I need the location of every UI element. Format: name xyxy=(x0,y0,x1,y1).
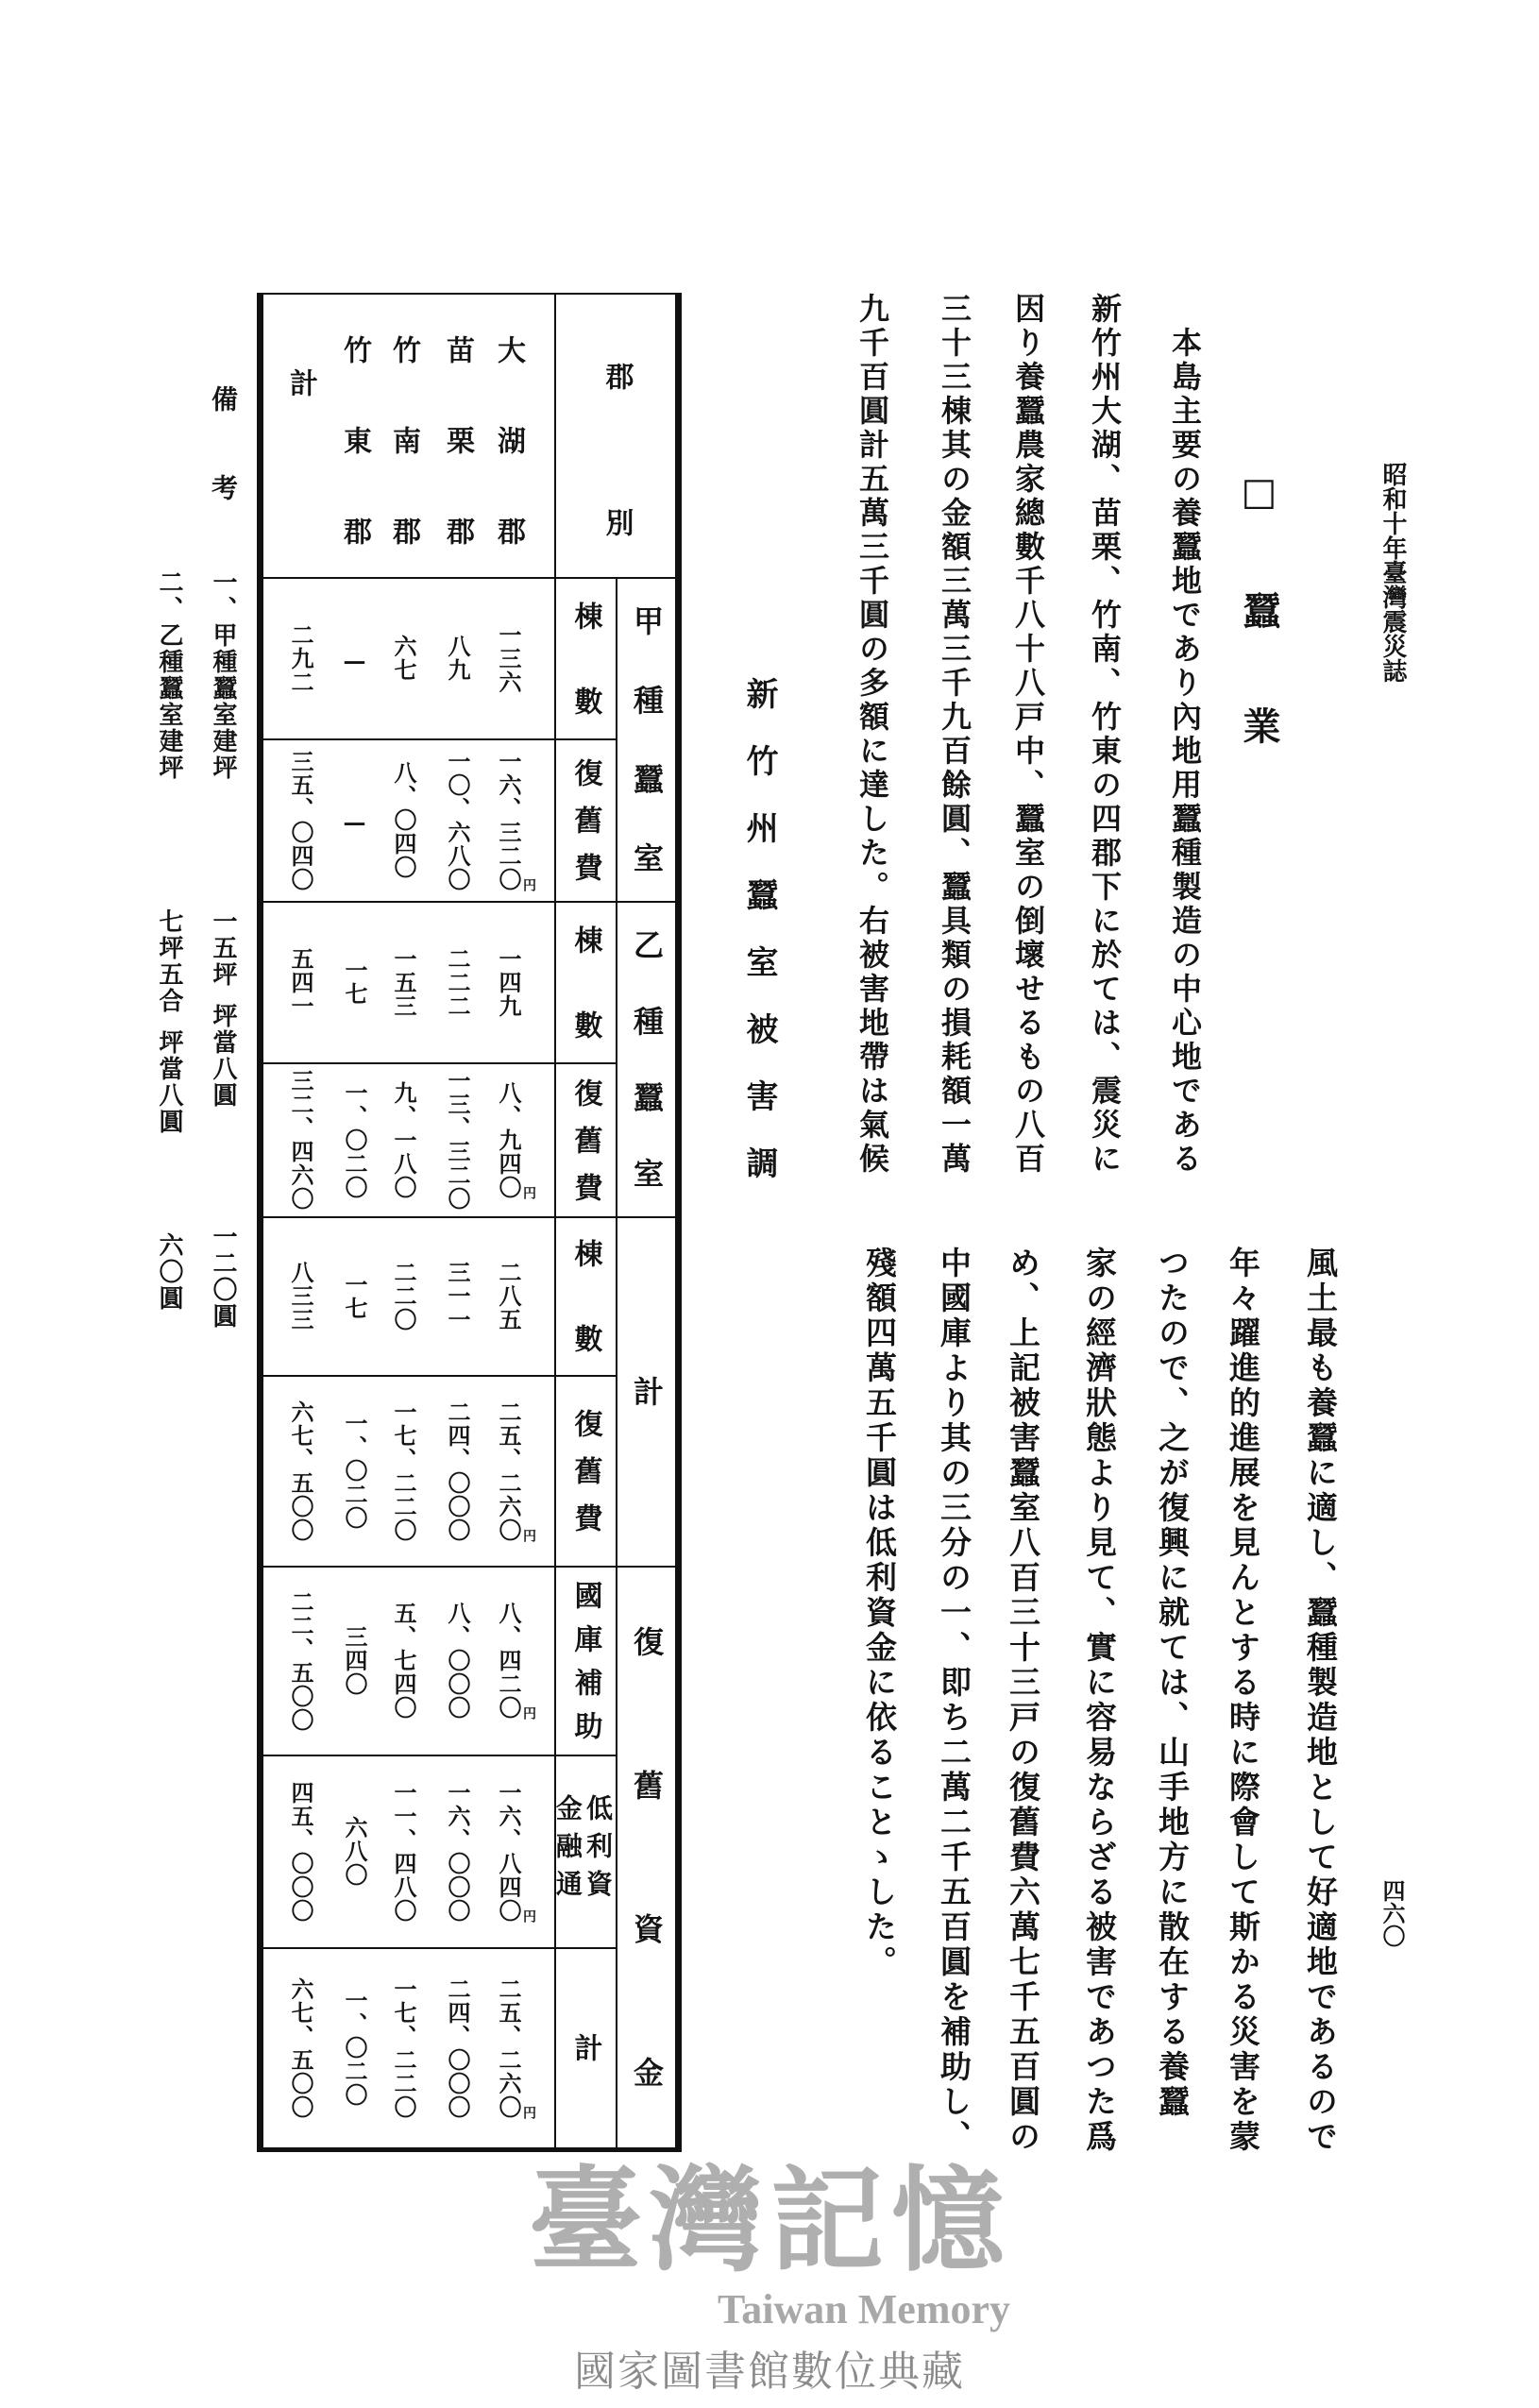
table-cell-value: 一七 xyxy=(341,1272,368,1320)
table-cell-value: 一六、〇〇〇 xyxy=(444,1780,471,1923)
table-cell-value: 八三三 xyxy=(287,1261,314,1331)
table-cell-value: 一、〇二〇 xyxy=(341,1989,368,2107)
sub-header: 復舊費 xyxy=(568,1409,602,1551)
table-cell-value: 八九 xyxy=(444,635,471,682)
sub-header: 棟數 xyxy=(568,1239,602,1409)
table-cell-value: 五四一 xyxy=(287,946,314,1018)
body-line: 新竹州大湖、苗栗、竹南、竹東の四郡下に於ては、震災に xyxy=(1087,293,1123,1177)
district-name: 苗栗郡 xyxy=(441,335,474,607)
table-cell-value: 九、一八〇 xyxy=(390,1080,417,1199)
table-cell-value: 一一、四八〇 xyxy=(390,1780,417,1923)
table-cell-value: 六八〇 xyxy=(341,1816,368,1887)
table-title: 新竹州蠶室被害調 xyxy=(740,677,778,1213)
table-cell-value: 一七 xyxy=(341,958,368,1006)
section-title: □蠶業 xyxy=(1237,469,1281,822)
note-name: 二、乙種蠶室建坪 xyxy=(155,569,183,781)
yen-unit-label: 円 xyxy=(521,1706,536,1720)
body-line: 因り養蠶農家總數千八十八戸中、蠶室の倒壞せるもの八百 xyxy=(1010,293,1046,1177)
table-border-left xyxy=(257,293,263,2151)
group-header: 計 xyxy=(629,1376,665,1406)
table-cell-value: 二四、〇〇〇 xyxy=(444,1399,471,1542)
table-cell-value: 一六、八四〇 xyxy=(495,1780,522,1923)
yen-unit-label: 円 xyxy=(521,877,536,891)
body-line: 本島主要の養蠶地であり內地用蠶種製造の中心地である xyxy=(1167,327,1203,1177)
district-name: 竹南郡 xyxy=(387,335,420,607)
note-area: 七坪五合 xyxy=(155,908,183,1014)
body-line: つたので、之が復興に就ては、山手地方に散在する養蠶 xyxy=(1154,1246,1191,2120)
yen-unit-label: 円 xyxy=(521,1528,536,1542)
note-rate: 坪當八圓 xyxy=(155,1029,183,1135)
row-divider xyxy=(262,1216,678,1218)
body-line: め、上記被害蠶室八百三十三戸の復舊費六萬七千五百圓の xyxy=(1005,1246,1041,2155)
table-cell-value: 二四、〇〇〇 xyxy=(444,1976,471,2119)
table-cell-value: 六七、五〇〇 xyxy=(287,1399,314,1542)
yen-unit-label: 円 xyxy=(521,1908,536,1923)
district-name: 大湖郡 xyxy=(492,335,525,607)
body-line: 風土最も養蠶に適し、蠶種製造地として好適地であるので xyxy=(1302,1246,1339,2155)
table-cell-value: 一六、三二〇 xyxy=(495,749,522,891)
district-name: 計 xyxy=(284,368,317,397)
table-cell-value: 四五、〇〇〇 xyxy=(287,1780,314,1923)
table-cell-value: 二八五 xyxy=(495,1261,522,1331)
table-cell-value: 一七、二二〇 xyxy=(390,1399,417,1542)
table-cell-value: 三一一 xyxy=(444,1261,471,1331)
sub-header: 低利資金融通 xyxy=(551,1794,614,1908)
table-cell-value: 六七、五〇〇 xyxy=(287,1976,314,2119)
table-cell-value: 一七、二二〇 xyxy=(390,1976,417,2119)
yen-unit-label: 円 xyxy=(521,2105,536,2119)
note-amount: 一二〇圓 xyxy=(209,1224,237,1330)
sub-header: 復舊費 xyxy=(568,758,602,900)
table-cell-value: 二五、二六〇 xyxy=(495,1399,522,1542)
body-line: 中國庫より其の三分の一、即ち二萬二千五百圓を補助し、 xyxy=(936,1246,972,2155)
sub-header: 棟數 xyxy=(568,601,602,772)
note-name: 一、甲種蠶室建坪 xyxy=(209,569,237,781)
table-cell-value: 二二二 xyxy=(444,946,471,1018)
table-cell-value: 八、〇四〇 xyxy=(390,761,417,879)
table-border-bottom xyxy=(257,2147,682,2152)
footer-credit: 國家圖書館數位典藏 xyxy=(574,2348,965,2396)
body-line: 九千百圓計五萬三千圓の多額に達した。右被害地帶は氣候 xyxy=(854,293,890,1177)
body-line: 殘額四萬五千圓は低利資金に依ることゝした。 xyxy=(861,1246,898,1980)
table-cell-value: 三五、〇四〇 xyxy=(287,749,314,891)
note-area: 一五坪 xyxy=(209,908,237,988)
notes-label: 備考 xyxy=(208,385,239,563)
table-cell-value: 一、〇二〇 xyxy=(341,1412,368,1530)
sub-header: 計 xyxy=(568,2033,602,2061)
sub-header: 國庫補助 xyxy=(568,1581,602,1755)
row-divider xyxy=(262,1566,678,1568)
table-cell-value: 三四〇 xyxy=(341,1625,368,1696)
table-cell-value: 一三、三二〇 xyxy=(444,1069,471,1211)
table-cell-value: — xyxy=(341,808,368,837)
table-cell-value: 八、四二〇 xyxy=(495,1602,522,1720)
page-number: 四六〇 xyxy=(1378,1879,1406,1947)
table-cell-value: 一五三 xyxy=(390,946,417,1018)
table-cell-value: 八、九四〇 xyxy=(495,1080,522,1199)
table-cell-value: 八、〇〇〇 xyxy=(444,1602,471,1720)
row-divider xyxy=(262,1375,616,1377)
body-line: 年々躍進的進展を見んとする時に際會して斯かる災害を蒙 xyxy=(1225,1246,1261,2155)
table-cell-value: 五、七四〇 xyxy=(390,1602,417,1720)
table-cell-value: 二二、五〇〇 xyxy=(287,1589,314,1732)
table-cell-value: 二九二 xyxy=(287,622,314,694)
row-divider xyxy=(262,901,678,903)
note-amount: 六〇圓 xyxy=(155,1232,183,1312)
watermark-logo: 臺灣記憶 xyxy=(529,2154,1012,2287)
table-cell-value: 一四九 xyxy=(495,946,522,1018)
row-divider xyxy=(262,1755,616,1756)
table-border-right xyxy=(675,293,682,2151)
body-line: 三十三棟其の金額三萬三千九百餘圓、蠶具類の損耗額一萬 xyxy=(937,293,972,1177)
table-cell-value: 二五、二六〇 xyxy=(495,1976,522,2119)
table-cell-value: 一〇、六八〇 xyxy=(444,749,471,891)
group-header: 復舊資金 xyxy=(629,1626,665,2200)
row-divider xyxy=(262,1947,616,1949)
table-cell-value: 一、〇二〇 xyxy=(341,1080,368,1199)
district-header: 郡別 xyxy=(600,362,634,654)
group-header: 乙種蠶室 xyxy=(629,929,665,1234)
district-name: 竹東郡 xyxy=(338,335,371,607)
sub-header: 棟數 xyxy=(568,924,602,1095)
sub-header: 復舊費 xyxy=(568,1077,602,1220)
book-title: 昭和十年臺灣震災誌 xyxy=(1378,462,1407,683)
table-cell-value: 一三六 xyxy=(495,622,522,694)
table-border-top xyxy=(257,293,682,295)
body-line: 家の經濟狀態より見て、實に容易ならざる被害であつた爲 xyxy=(1081,1246,1118,2155)
table-cell-value: 六七 xyxy=(390,635,417,682)
row-divider xyxy=(262,1062,616,1064)
watermark-logo-english: Taiwan Memory xyxy=(718,2286,1011,2332)
yen-unit-label: 円 xyxy=(521,1185,536,1199)
note-rate: 坪當八圓 xyxy=(209,1003,237,1109)
row-divider xyxy=(262,738,616,740)
group-header: 甲種蠶室 xyxy=(629,605,665,922)
column-divider xyxy=(616,577,617,2147)
table-cell-value: 三二、四六〇 xyxy=(287,1069,314,1211)
table-cell-value: 二二〇 xyxy=(390,1261,417,1331)
table-cell-value: — xyxy=(341,646,368,675)
